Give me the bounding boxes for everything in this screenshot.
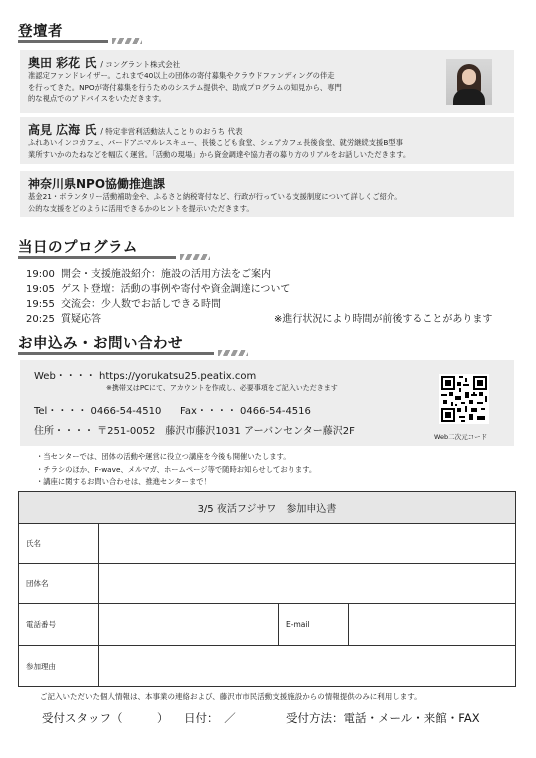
speaker-name: 高見 広海 氏 / 特定非営利活動法人ことりのおうち 代表: [28, 123, 243, 137]
speaker-org: / コングラント株式会社: [100, 60, 181, 69]
group-field[interactable]: [99, 564, 516, 604]
speaker-description: 准認定ファンドレイザー。これまで40以上の団体の寄付募集やクラウドファンディングの伴走 を行ってきた。NPOが寄付募集を行うためのシステム提供や、助成プログラムの知見から、専門 的な視点でのアドバイスをいただきます。: [28, 71, 342, 103]
heading-stripes-decoration: [218, 350, 248, 356]
program-note: ※進行状況により時間が前後することがあります: [274, 314, 493, 325]
list-item: ・チラシのほか、F-wave、メルマガ、ホームページ等で随時お知らせしております。: [36, 464, 317, 474]
name-label: 氏名: [19, 524, 99, 564]
reason-field[interactable]: [99, 646, 516, 687]
speaker-name: 神奈川県NPO協働推進課: [28, 177, 166, 191]
address: 住所・・・・ 〒251-0052 藤沢市藤沢1031 アーバンセンター藤沢2F: [34, 426, 355, 437]
speaker-card-kanagawa: [20, 171, 514, 217]
speaker-card-takami: [20, 117, 514, 164]
tel-number[interactable]: Tel・・・・ 0466-54-4510: [34, 406, 162, 417]
speaker-description: ふれあいインコカフェ、バードアニマルレスキュー、長後こども食堂、シェアカフェ長後食堂、就労継続支援B型事 業所すいかのたねなどを幅広く運営。「活動の現場」から資金調達や協力者の募り方のリアルをお話しいただきます。: [28, 138, 411, 159]
reception-method: 受付方法：電話・メール・来館・FAX: [286, 711, 480, 725]
heading-stripes-decoration: [180, 254, 210, 260]
web-note: ※携帯又はPCにて、アカウントを作成し、必要事項をご記入いただきます: [106, 384, 338, 392]
notice-list: [36, 451, 316, 489]
form-title: 3/5 夜活フジサワ 参加申込書: [19, 492, 516, 524]
program-heading-rule: [18, 256, 176, 259]
web-link[interactable]: Web・・・・ https://yorukatsu25.peatix.com: [34, 371, 257, 382]
contact-box: [20, 360, 514, 446]
phone-label: 電話番号: [19, 604, 99, 646]
speaker-description: 基金21・ボランタリー活動補助金や、ふるさと納税寄付など、行政が行っている支援制度について詳しくご紹介。 公的な支援をどのように活用できるかのヒントを提示いただきます。: [28, 192, 402, 213]
reason-label: 参加理由: [19, 646, 99, 687]
reception-staff: 受付スタッフ（ ）: [42, 711, 169, 725]
phone-field[interactable]: [99, 604, 279, 646]
qr-code[interactable]: [439, 374, 489, 424]
list-item: ・当センターでは、団体の活動や運営に役立つ講座を今後も開催いたします。: [36, 452, 291, 461]
program-item: 19:05 ゲスト登壇：活動の事例や寄付や資金調達について: [26, 284, 291, 295]
program-item: 19:00 開会・支援施設紹介：施設の活用方法をご案内: [26, 269, 271, 280]
contact-heading: お申込み・お問い合わせ: [18, 336, 183, 352]
fax-number: Fax・・・・ 0466-54-4516: [180, 406, 311, 417]
speakers-heading-rule: [18, 40, 108, 43]
heading-stripes-decoration: [112, 38, 142, 44]
application-form: [18, 491, 516, 687]
privacy-note: ご記入いただいた個人情報は、本事業の連絡および、藤沢市市民活動支援施設からの情報提供のみに利用します。: [40, 692, 422, 701]
speakers-heading: 登壇者: [18, 24, 63, 40]
speaker-name: 奥田 彩花 氏 / コングラント株式会社: [28, 56, 181, 70]
qr-caption: Web二次元コード: [434, 433, 488, 441]
group-label: 団体名: [19, 564, 99, 604]
reception-date: 日付： ／: [184, 711, 236, 725]
program-item: 19:55 交流会：少人数でお話しできる時間: [26, 299, 221, 310]
list-item: ・講座に関するお問い合わせは、推進センターまで！: [36, 477, 211, 486]
contact-heading-rule: [18, 352, 214, 355]
program-heading: 当日のプログラム: [18, 240, 138, 256]
speaker-org: / 特定非営利活動法人ことりのおうち 代表: [100, 127, 243, 136]
speaker-photo: [446, 59, 492, 105]
program-item: 20:25 質疑応答 ※進行状況により時間が前後することがあります: [26, 310, 516, 325]
name-field[interactable]: [99, 524, 516, 564]
email-label: E-mail: [279, 604, 349, 646]
email-field[interactable]: [349, 604, 516, 646]
speaker-card-okuda: [20, 50, 514, 113]
